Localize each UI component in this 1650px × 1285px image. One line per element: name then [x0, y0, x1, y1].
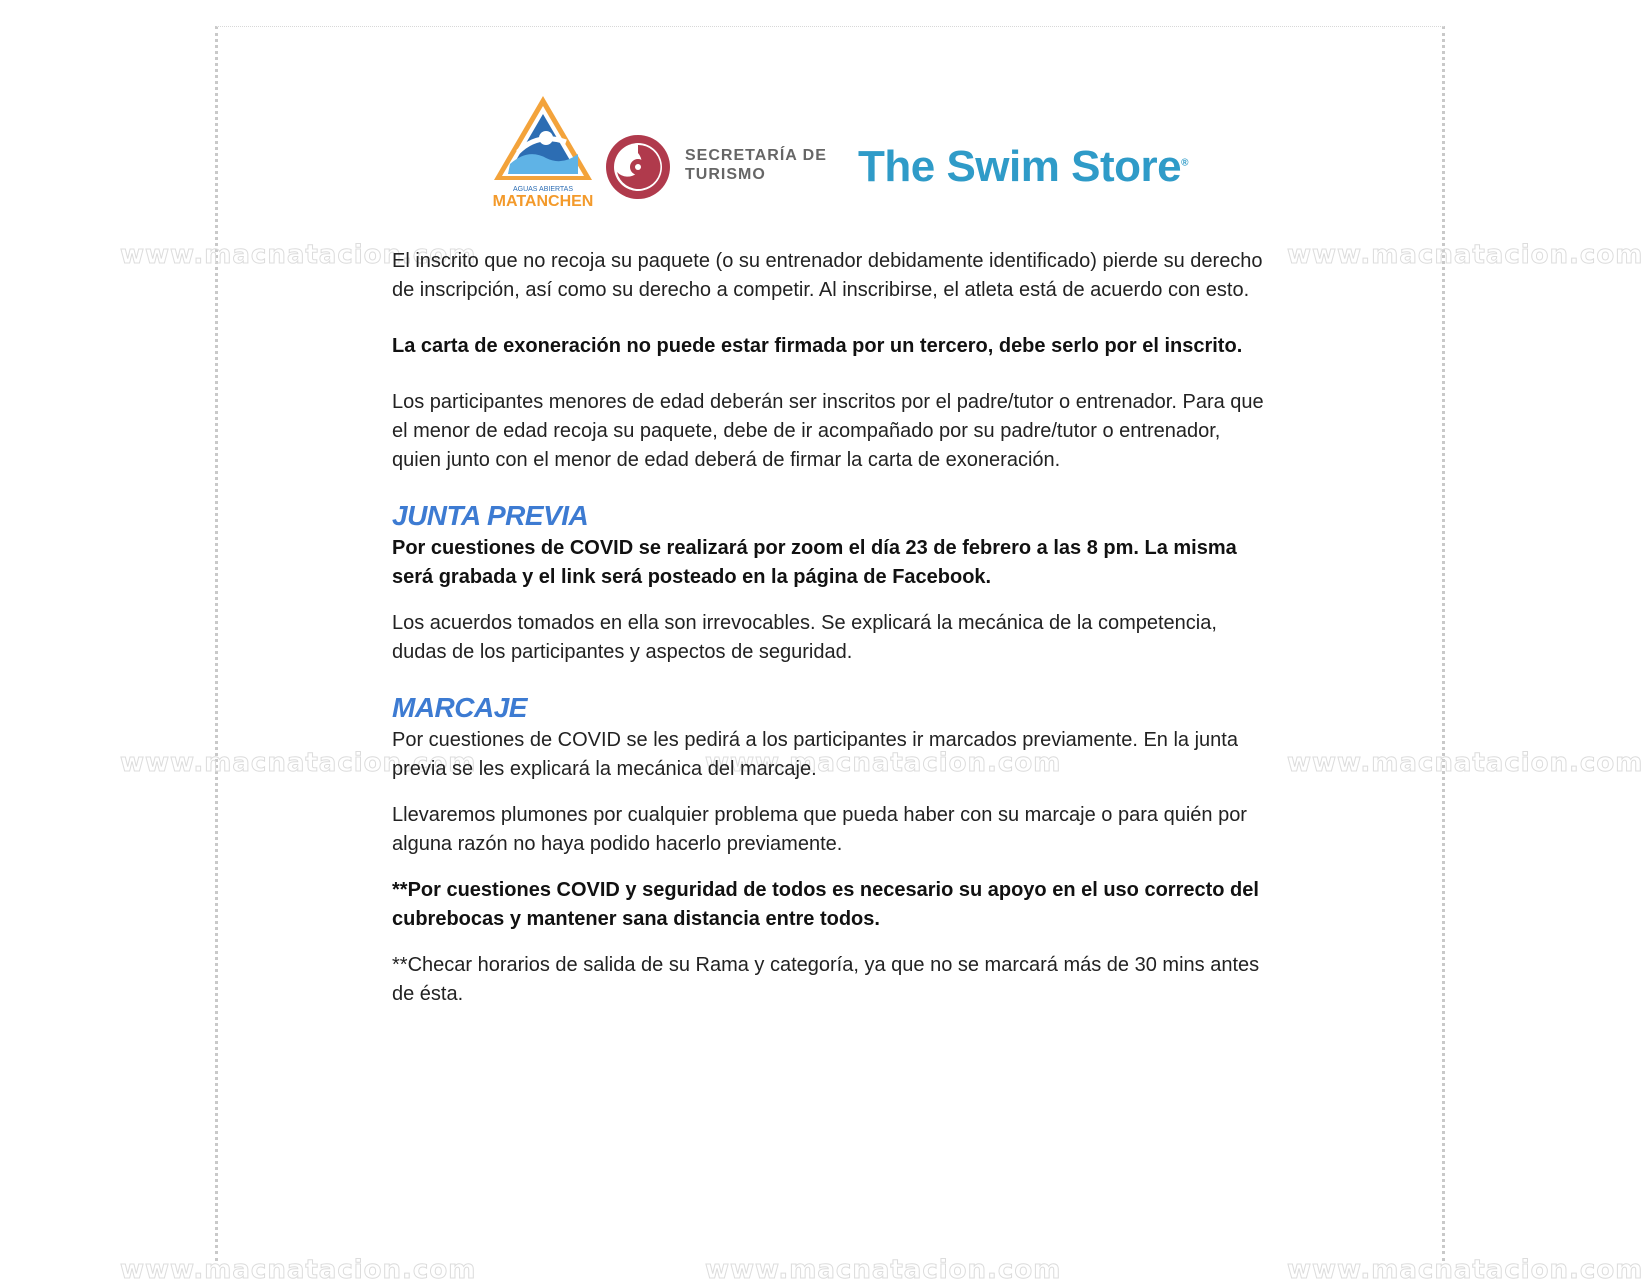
logo-header: [488, 92, 1208, 214]
paragraph-junta-acuerdos: Los acuerdos tomados en ella son irrevocables. Se explicará la mecánica de la competencia, dudas de los participantes y aspectos de seguridad.: [392, 612, 1217, 663]
matanchen-triangle-icon: [488, 92, 598, 214]
paragraph-junta-zoom: Por cuestiones de COVID se realizará por zoom el día 23 de febrero a las 8 pm. La misma será grabada y el link será posteado en la página de Facebook.: [392, 537, 1237, 588]
paragraph-cubrebocas: **Por cuestiones COVID y seguridad de todos es necesario su apoyo en el uso correcto del cubrebocas y mantener sana distancia entre todos.: [392, 879, 1259, 930]
watermark: www.macnatacion.com: [1287, 748, 1644, 778]
paragraph-paquete: El inscrito que no recoja su paquete (o su entrenador debidamente identificado) pierde su derecho de inscripción, así como su derecho a competir. Al inscribirse, el atleta está de acuerdo con esto.: [392, 250, 1263, 301]
paragraph-horarios: **Checar horarios de salida de su Rama y categoría, ya que no se marcará más de 30 mins antes de ésta.: [392, 954, 1260, 1005]
watermark: www.macnatacion.com: [1287, 1255, 1644, 1285]
paragraph-menores: Los participantes menores de edad deberán ser inscritos por el padre/tutor o entrenador. Para que el menor de edad recoja su paquete, debe de ir acompañado por su padre/tutor o entrenador, quien junto con el menor de edad deberá de firmar la carta de exoneración.: [392, 391, 1264, 471]
watermark: www.macnatacion.com: [120, 748, 477, 778]
swim-store-name: The Swim Store: [858, 142, 1182, 191]
registered-mark: ®: [1181, 157, 1188, 169]
watermark: www.macnatacion.com: [1287, 240, 1644, 270]
heading-marcaje: MARCAJE: [392, 692, 527, 723]
sectur-label: [685, 146, 827, 184]
sectur-logo: [603, 132, 843, 202]
sectur-line2: TURISMO: [685, 166, 766, 183]
matanchen-logo: [488, 92, 598, 214]
svg-text:AGUAS ABIERTAS: AGUAS ABIERTAS: [512, 186, 574, 193]
watermark: www.macnatacion.com: [705, 748, 1062, 778]
sectur-spiral-icon: [603, 132, 673, 202]
watermark: www.macnatacion.com: [705, 1255, 1062, 1285]
sectur-line1: SECRETARÍA DE: [685, 147, 827, 164]
paragraph-marcaje-covid: Por cuestiones de COVID se les pedirá a los participantes ir marcados previamente. En la junta previa se les explicará la mecánica del marcaje.: [392, 729, 1238, 780]
document-body: [392, 247, 1272, 1009]
paragraph-plumones: Llevaremos plumones por cualquier problema que pueda haber con su marcaje o para quién por alguna razón no haya podido hacerlo previamente.: [392, 804, 1247, 855]
svg-text:MATANCHEN: MATANCHEN: [492, 193, 594, 210]
swim-store-logo: [858, 142, 1188, 192]
watermark: www.macnatacion.com: [120, 240, 477, 270]
watermark: www.macnatacion.com: [120, 1255, 477, 1285]
heading-junta-previa: JUNTA PREVIA: [392, 500, 589, 531]
paragraph-carta-exoneracion: La carta de exoneración no puede estar firmada por un tercero, debe serlo por el inscrito.: [392, 335, 1243, 357]
